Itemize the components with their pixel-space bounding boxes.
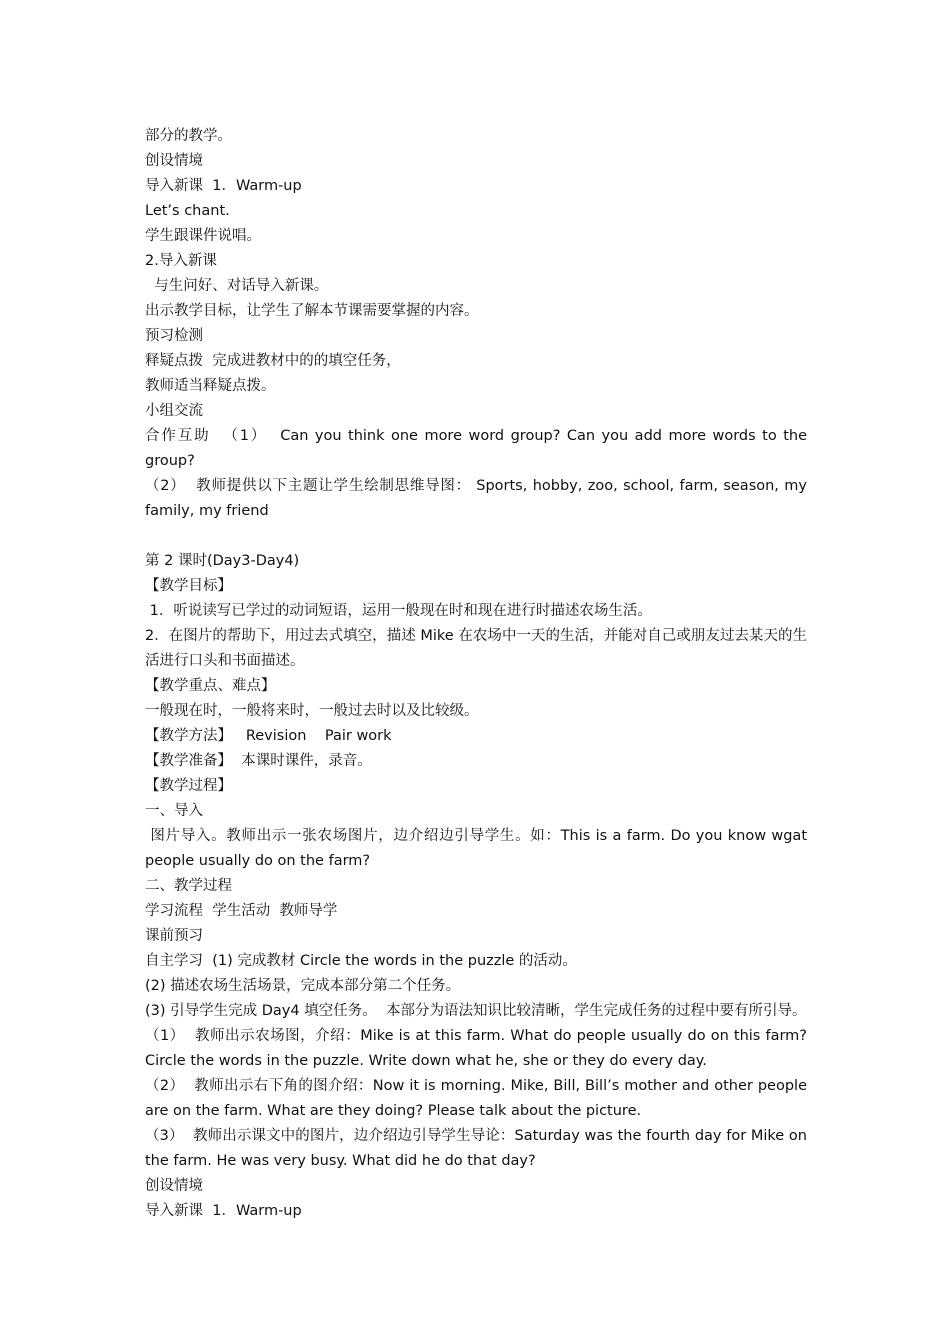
text-paragraph: 合作互助 （1） Can you think one more word group? Can you add more words to the group? [145, 428, 812, 469]
text-line: 一般现在时，一般将来时，一般过去时以及比较级。 [145, 703, 479, 719]
section-heading: 预习检测 [145, 328, 203, 344]
text-line: (2) 描述农场生活场景，完成本部分第二个任务。 [145, 978, 461, 994]
text-paragraph: （3） 教师出示课文中的图片，边介绍边引导学生导论：Saturday was the fourth day for Mike on the farm. He was very busy. What did he do that day? [145, 1128, 812, 1169]
section-heading: 二、教学过程 [145, 878, 232, 894]
section-heading: 【教学重点、难点】 [145, 678, 276, 694]
section-heading: 课前预习 [145, 928, 203, 944]
section-heading: 【教学过程】 [145, 778, 232, 794]
section-heading: 【教学准备】 本课时课件，录音。 [145, 753, 372, 769]
text-line: 出示教学目标，让学生了解本节课需要掌握的内容。 [145, 303, 479, 319]
text-paragraph: （1） 教师出示农场图，介绍：Mike is at this farm. What do people usually do on this farm? Circle the words in the puzzle. Write down what he, she or they do every day. [145, 1028, 812, 1069]
section-heading: 【教学目标】 [145, 578, 232, 594]
text-line: 创设情境 [145, 153, 203, 169]
section-heading: 一、导入 [145, 803, 203, 819]
text-line: Let’s chant. [145, 203, 230, 219]
blank-line [145, 524, 807, 549]
document-body [145, 124, 812, 1224]
text-line: 部分的教学。 [145, 128, 232, 144]
section-heading: 小组交流 [145, 403, 203, 419]
text-paragraph: （2） 教师出示右下角的图介绍：Now it is morning. Mike, Bill, Bill’s mother and other people are on the farm. What are they doing? Please talk about the picture. [145, 1078, 812, 1119]
text-paragraph: (3) 引导学生完成 Day4 填空任务。 本部分为语法知识比较清晰，学生完成任务的过程中要有所引导。 [145, 1003, 807, 1019]
text-line: 与生问好、对话导入新课。 [145, 278, 329, 294]
text-line: 学生跟课件说唱。 [145, 228, 261, 244]
lesson-title: 第 2 课时(Day3-Day4) [145, 553, 300, 569]
text-line: 释疑点拨 完成进教材中的的填空任务， [145, 353, 401, 369]
text-paragraph: 图片导入。教师出示一张农场图片，边介绍边引导学生。如：This is a farm. Do you know wgat people usually do on the farm? [145, 828, 812, 869]
text-line: 学习流程 学生活动 教师导学 [145, 903, 338, 919]
text-paragraph: 2．在图片的帮助下，用过去式填空，描述 Mike 在农场中一天的生活，并能对自己或朋友过去某天的生活进行口头和书面描述。 [145, 628, 807, 669]
text-line: 导入新课 1．Warm-up [145, 1203, 302, 1219]
text-paragraph: （2） 教师提供以下主题让学生绘制思维导图： Sports, hobby, zoo, school, farm, season, my family, my friend [145, 478, 812, 519]
text-line: 自主学习 (1) 完成教材 Circle the words in the puzzle 的活动。 [145, 953, 577, 969]
text-line: 1．听说读写已学过的动词短语，运用一般现在时和现在进行时描述农场生活。 [145, 603, 652, 619]
section-heading: 【教学方法】 Revision Pair work [145, 728, 392, 744]
text-line: 2.导入新课 [145, 253, 217, 269]
text-line: 导入新课 1．Warm-up [145, 178, 302, 194]
text-line: 教师适当释疑点拨。 [145, 378, 276, 394]
section-heading: 创设情境 [145, 1178, 203, 1194]
